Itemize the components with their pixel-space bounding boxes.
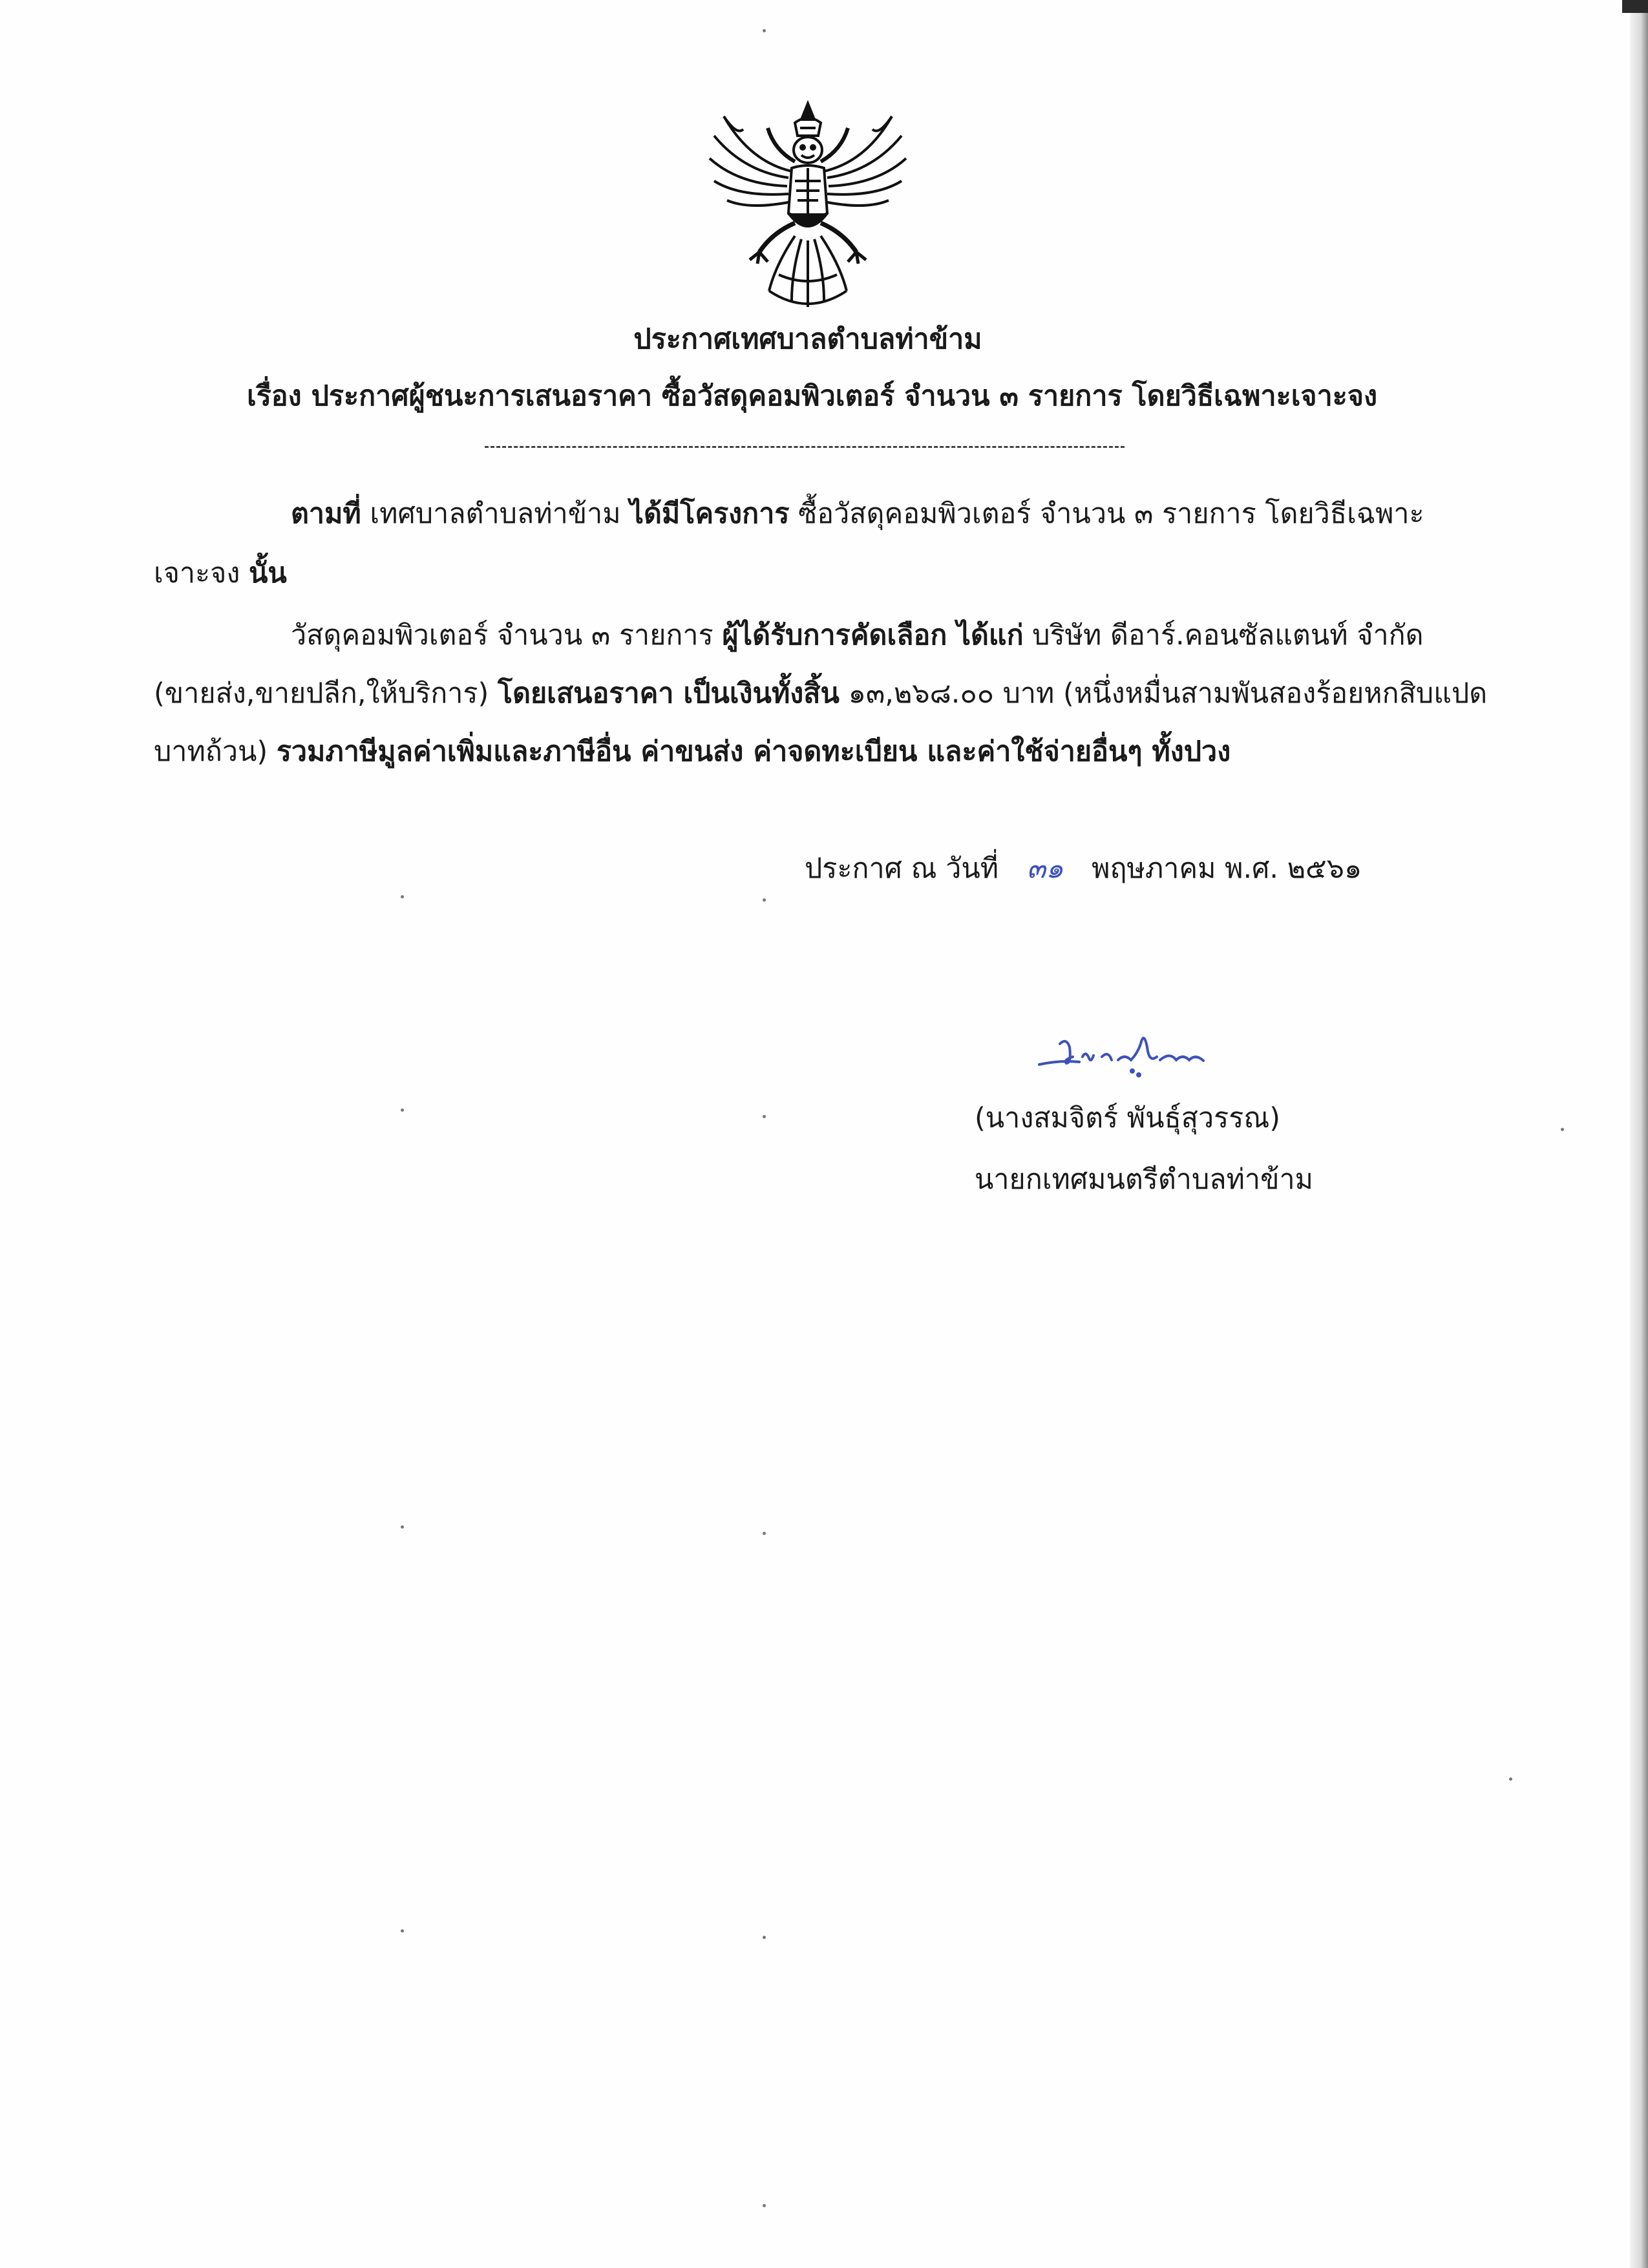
signature-icon <box>1034 1024 1228 1083</box>
paragraph-2-line-2 <box>154 674 1487 713</box>
p1-project: ได้มีโครงการ <box>629 498 790 530</box>
scan-speck <box>763 1936 766 1939</box>
scan-speck <box>1509 1777 1512 1781</box>
scan-speck <box>763 1115 766 1118</box>
p2-amount-end: บาทถ้วน) <box>154 736 277 768</box>
scan-speck <box>763 898 766 902</box>
p2-inclusive: รวมภาษีมูลค่าเพิ่มและภาษีอื่น ค่าขนส่ง ค่าจดทะเบียน และค่าใช้จ่ายอื่นๆ ทั้งปวง <box>276 736 1231 768</box>
document-title: ประกาศเทศบาลตำบลท่าข้าม <box>633 323 982 355</box>
scan-speck <box>763 1532 766 1535</box>
date-prefix: ประกาศ ณ วันที่ <box>805 853 999 885</box>
p1-lead: ตามที่ <box>291 498 361 530</box>
paragraph-2-line-1 <box>291 616 1424 655</box>
p1-text-1: เทศบาลตำบลท่าข้าม <box>361 498 630 530</box>
p2-offer: โดยเสนอราคา เป็นเงินทั้งสิ้น <box>497 677 840 710</box>
p1-text-2: ซื้อวัสดุคอมพิวเตอร์ จำนวน ๓ รายการ โดยวิธีเฉพาะ <box>789 498 1424 530</box>
subject-line <box>247 377 1377 416</box>
subject-text: ประกาศผู้ชนะการเสนอราคา ซื้อวัสดุคอมพิวเตอร์ จำนวน ๓ รายการ โดยวิธีเฉพาะเจาะจง <box>311 380 1378 412</box>
date-month-year: พฤษภาคม พ.ศ. ๒๕๖๑ <box>1092 853 1362 885</box>
separator-line <box>485 446 1125 448</box>
p2-company: บริษัท ดีอาร์.คอนซัลแตนท์ จำกัด <box>1023 619 1424 652</box>
scan-speck <box>401 895 404 898</box>
paragraph-1-line-1 <box>291 494 1424 533</box>
p2-amount: ๑๓,๒๖๘.๐๐ บาท (หนึ่งหมื่นสามพันสองร้อยหกสิบแปด <box>839 677 1488 710</box>
announce-date <box>805 849 1362 888</box>
p2-text-1: วัสดุคอมพิวเตอร์ จำนวน ๓ รายการ <box>291 619 723 652</box>
p1-text-3: เจาะจง <box>154 557 249 589</box>
p2-business-type: (ขายส่ง,ขายปลีก,ให้บริการ) <box>154 677 498 710</box>
date-day: ๓๑ <box>1026 853 1064 885</box>
scan-speck <box>401 1525 404 1529</box>
paragraph-2-line-3 <box>154 732 1231 771</box>
paragraph-1-line-2 <box>154 554 287 593</box>
signatory-name: (นางสมจิตร์ พันธุ์สุวรรณ) <box>975 1102 1281 1134</box>
p2-selected: ผู้ได้รับการคัดเลือก ได้แก่ <box>722 619 1024 652</box>
scan-speck <box>401 1929 404 1933</box>
subject-label: เรื่อง <box>247 380 302 412</box>
scan-speck <box>763 2204 766 2207</box>
scan-speck <box>401 1108 404 1112</box>
scan-corner <box>1622 0 1648 13</box>
p1-end: นั้น <box>249 557 287 589</box>
scan-speck <box>763 29 766 32</box>
scan-edge <box>1630 0 1648 2268</box>
scan-speck <box>1561 1128 1564 1131</box>
signatory-position: นายกเทศมนตรีตำบลท่าข้าม <box>975 1163 1313 1196</box>
garuda-emblem-icon <box>698 90 918 317</box>
